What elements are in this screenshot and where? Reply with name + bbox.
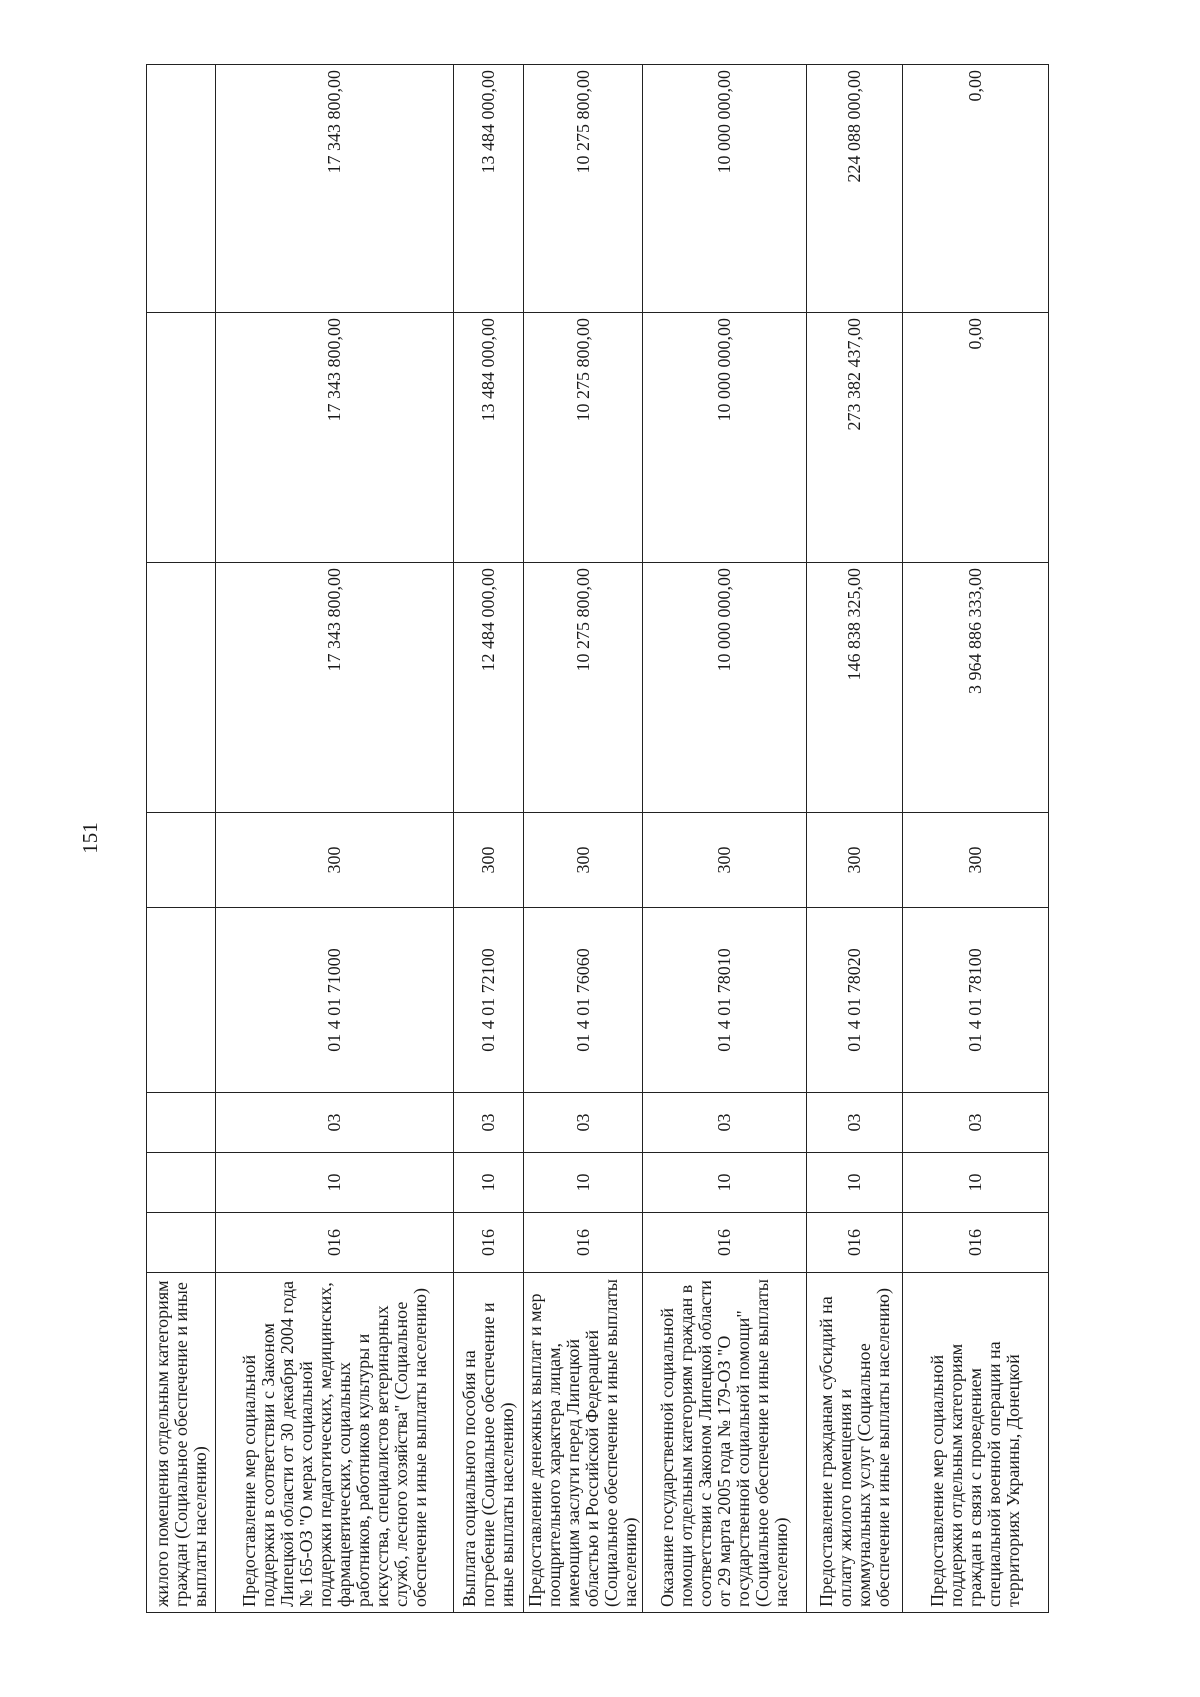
amount-year-2 (147, 313, 216, 563)
section-code: 10 (903, 1153, 1049, 1213)
amount-year-3: 0,00 (903, 65, 1049, 313)
table-row (524, 65, 643, 1613)
section-code: 10 (454, 1153, 524, 1213)
subsection-code: 03 (524, 1093, 643, 1153)
expense-type: 300 (643, 813, 807, 908)
ministry-code: 016 (216, 1213, 454, 1273)
amount-year-3: 13 484 000,00 (454, 65, 524, 313)
row-name: Выплата социального пособия на погребение (Социальное обеспечение и иные выплаты населению) (454, 1273, 524, 1613)
page-number: 151 (78, 822, 102, 854)
ministry-code: 016 (643, 1213, 807, 1273)
ministry-code: 016 (903, 1213, 1049, 1273)
amount-year-3: 10 275 800,00 (524, 65, 643, 313)
section-code: 10 (216, 1153, 454, 1213)
amount-year-1: 17 343 800,00 (216, 563, 454, 813)
expense-type: 300 (807, 813, 903, 908)
target-article: 01 4 01 76060 (524, 908, 643, 1093)
section-code (147, 1153, 216, 1213)
amount-year-2: 13 484 000,00 (454, 313, 524, 563)
rotated-table-container (146, 65, 1044, 1613)
row-name: Оказание государственной социальной помощи отдельным категориям граждан в соответствии с Законом Липецкой области от 29 марта 2005 года № 179-ОЗ "О государственной социальной помощи" (Социальное обеспечение и иные выплаты населению) (643, 1273, 807, 1613)
amount-year-3: 10 000 000,00 (643, 65, 807, 313)
table-row (807, 65, 903, 1613)
amount-year-1: 12 484 000,00 (454, 563, 524, 813)
row-name: Предоставление мер социальной поддержки отдельным категориям граждан в связи с проведением специальной военной операции на территориях Украины, Донецкой (903, 1273, 1049, 1613)
ministry-code (147, 1213, 216, 1273)
expense-type: 300 (524, 813, 643, 908)
section-code: 10 (643, 1153, 807, 1213)
table-row (454, 65, 524, 1613)
amount-year-1: 10 275 800,00 (524, 563, 643, 813)
amount-year-1 (147, 563, 216, 813)
ministry-code: 016 (454, 1213, 524, 1273)
row-name: жилого помещения отдельным категориям граждан (Социальное обеспечение и иные выплаты населению) (147, 1273, 216, 1613)
amount-year-1: 3 964 886 333,00 (903, 563, 1049, 813)
amount-year-3: 17 343 800,00 (216, 65, 454, 313)
target-article: 01 4 01 78100 (903, 908, 1049, 1093)
amount-year-1: 146 838 325,00 (807, 563, 903, 813)
expense-type: 300 (454, 813, 524, 908)
budget-table (146, 64, 1049, 1613)
row-name: Предоставление денежных выплат и мер поощрительного характера лицам, имеющим заслуги перед Липецкой областью и Российской Федерацией (Социальное обеспечение и иные выплаты населению) (524, 1273, 643, 1613)
row-name: Предоставление мер социальной поддержки в соответствии с Законом Липецкой области от 30 декабря 2004 года № 165-ОЗ "О мерах социальной поддержки педагогических, медицинских, фармацевтических, социальных работников, работников культуры и искусства, специалистов ветеринарных служб, лесного хозяйства" (Социальное обеспечение и иные выплаты населению) (216, 1273, 454, 1613)
ministry-code: 016 (807, 1213, 903, 1273)
row-name: Предоставление гражданам субсидий на оплату жилого помещения и коммунальных услуг (Социальное обеспечение и иные выплаты населению) (807, 1273, 903, 1613)
amount-year-1: 10 000 000,00 (643, 563, 807, 813)
subsection-code: 03 (454, 1093, 524, 1153)
amount-year-2: 10 000 000,00 (643, 313, 807, 563)
table-row (216, 65, 454, 1613)
section-code: 10 (807, 1153, 903, 1213)
amount-year-2: 273 382 437,00 (807, 313, 903, 563)
target-article: 01 4 01 71000 (216, 908, 454, 1093)
table-row (643, 65, 807, 1613)
subsection-code: 03 (216, 1093, 454, 1153)
table-row (147, 65, 216, 1613)
amount-year-2: 10 275 800,00 (524, 313, 643, 563)
subsection-code: 03 (903, 1093, 1049, 1153)
target-article: 01 4 01 78010 (643, 908, 807, 1093)
amount-year-2: 0,00 (903, 313, 1049, 563)
expense-type: 300 (216, 813, 454, 908)
table-row (903, 65, 1049, 1613)
table-body (147, 65, 1049, 1613)
expense-type (147, 813, 216, 908)
amount-year-3: 224 088 000,00 (807, 65, 903, 313)
subsection-code: 03 (807, 1093, 903, 1153)
subsection-code: 03 (643, 1093, 807, 1153)
target-article: 01 4 01 72100 (454, 908, 524, 1093)
amount-year-3 (147, 65, 216, 313)
target-article: 01 4 01 78020 (807, 908, 903, 1093)
ministry-code: 016 (524, 1213, 643, 1273)
amount-year-2: 17 343 800,00 (216, 313, 454, 563)
subsection-code (147, 1093, 216, 1153)
expense-type: 300 (903, 813, 1049, 908)
section-code: 10 (524, 1153, 643, 1213)
target-article (147, 908, 216, 1093)
